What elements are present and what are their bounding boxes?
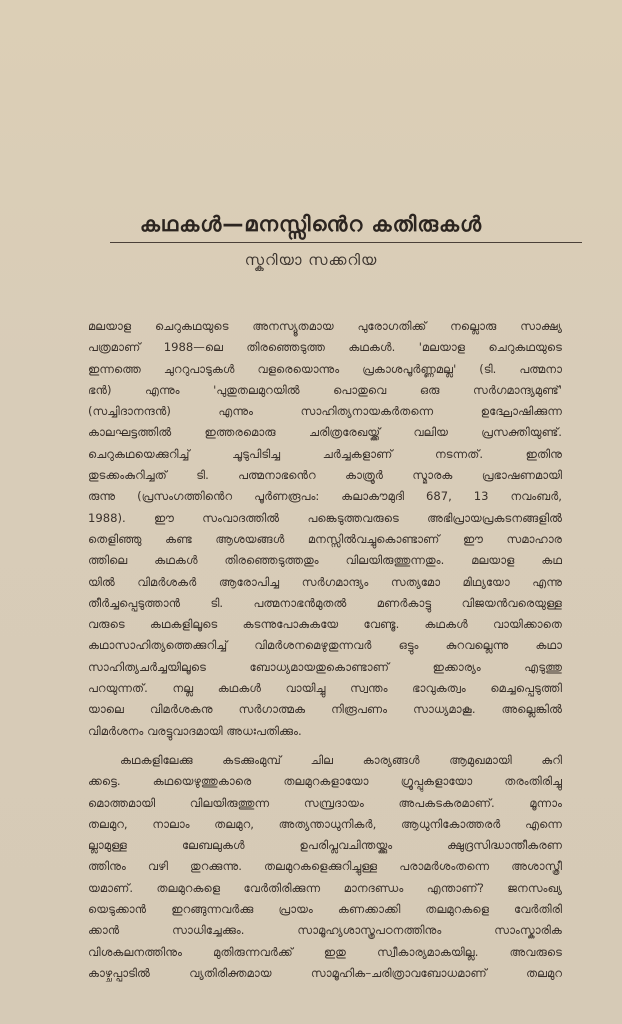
text-line: ചെറുകഥയെക്കുറിച്ച് ചൂടുപിടിച്ച ചർച്ചകളാണ് നടന്നത്. ഇതിനു: [88, 446, 562, 461]
text-line: കഥാസാഹിത്യത്തെക്കുറിച്ച് വിമർശനമെഴുതുന്നവർ ഒട്ടും കുറവല്ലെന്നു കഥാ: [88, 638, 562, 653]
text-line: കാലഘട്ടത്തിൽ ഇത്തരമൊരു ചരിത്രരേഖയ്ക്ക് വലിയ പ്രസക്തിയുണ്ട്.: [88, 425, 562, 440]
text-line: വിമർശനം വരട്ടുവാദമായി അധഃപതിക്കും.: [88, 723, 302, 738]
text-line: ല്ലാമുള്ള ലേബലുകൾ ഉപരിപ്ലവചിന്തയ്ക്കും ക്ഷുദ്രസിദ്ധാന്തീകരണ: [88, 838, 562, 853]
text-line: മലയാള ചെറുകഥയുടെ അനസ്യൂതമായ പുരോഗതിക്ക് നല്ലൊരു സാക്ഷ്യ: [88, 319, 562, 333]
text-line: 1988). ഈ സംവാദത്തിൽ പങ്കെടുത്തവരുടെ അഭിപ്രായപ്രകടനങ്ങളിൽ: [88, 510, 562, 525]
article-body: [88, 316, 562, 984]
text-line: പറയുന്നത്. നല്ല കഥകൾ വായിച്ചു സ്വന്തം ഭാവുകത്വം മെച്ചപ്പെടുത്തി: [88, 681, 562, 696]
text-line: യാലെ വിമർശകനു സർഗാത്മക നിരൂപണം സാധ്യമാകൂ. അല്ലെങ്കിൽ: [88, 702, 562, 717]
text-line: തീർച്ചപ്പെടുത്താൻ ടി. പത്മനാഭൻമുതൽ മണർകാട്ടു വിജയൻവരെയുള്ള: [88, 595, 562, 610]
text-line: തുടക്കംകുറിച്ചത് ടി. പത്മനാഭൻെറ കാത്രൂർ സ്മാരക പ്രഭാഷണമായി: [88, 468, 562, 483]
text-line: ഭൻ) എന്നും 'പുതുതലമുറയിൽ പൊതുവെ ഒരു സർഗമാന്ദ്യമുണ്ട്': [88, 382, 562, 397]
text-line: തലമുറ, നാലാം തലമുറ, അത്യന്താധുനികർ, ആധുനികോത്തരർ എന്നെ: [88, 816, 562, 831]
text-line: വരുടെ കഥകളിലൂടെ കടന്നുപോകുകയേ വേണ്ടൂ. കഥകൾ വായിക്കാതെ: [88, 617, 562, 632]
text-line: പത്രമാണ് 1988—ലെ തിരഞ്ഞെടുത്ത കഥകൾ. 'മലയാള ചെറുകഥയുടെ: [88, 340, 562, 355]
title-divider: [110, 242, 582, 243]
text-line: ത്തിലെ കഥകൾ തിരഞ്ഞെടുത്തതും വിലയിരുത്തുന്നതും. മലയാള കഥ: [88, 553, 562, 568]
text-line: യെടുക്കാൻ ഇറങ്ങുന്നവർക്കു പ്രായം കണക്കാക്കി തലമുറകളെ വേർതിരി: [88, 902, 562, 917]
text-line: തെളിഞ്ഞു കണ്ട ആശയങ്ങൾ മനസ്സിൽവച്ചുകൊണ്ടാണ് ഈ സമാഹാര: [88, 531, 562, 546]
text-line: രുന്നു (പ്രസംഗത്തിൻെറ പൂർണരൂപം: കലാകൗമുദി 687, 13 നവംബർ,: [88, 489, 562, 504]
article-author: സ്കറിയാ സക്കറിയ: [244, 251, 378, 269]
text-line: ക്കട്ടെ. കഥയെഴുത്തുകാരെ തലമുറകളായോ ഗ്രൂപ്പുകളായോ തരംതിരിച്ചു: [88, 774, 562, 789]
text-line: (സച്ചിദാനന്ദൻ) എന്നും സാഹിത്യനായകർതന്നെ ഉദ്ഘോഷിക്കുന്ന: [88, 404, 562, 419]
text-line: യിൽ വിമർശകർ ആരോപിച്ച സർഗമാന്ദ്യം സത്യമോ മിഥ്യയോ എന്നു: [88, 574, 562, 589]
article-title: കഥകൾ—മനസ്സിൻെറ കതിരുകൾ: [139, 212, 483, 236]
paragraph-1: [88, 316, 562, 742]
text-line: മൊത്തമായി വിലയിരുത്തുന്ന സമ്പ്രദായം അപകടകരമാണ്. മൂന്നാം: [88, 795, 562, 810]
text-line: കാഴ്ചപ്പാടിൽ വ്യതിരിക്തമായ സാമൂഹിക–ചരിത്രാവബോധമാണ് തലമുറ: [88, 965, 562, 980]
text-line: ഇന്നത്തെ ചുററുപാടുകൾ വളരെയൊന്നും പ്രകാശപൂർണ്ണമല്ല' (ടി. പത്മനാ: [88, 361, 562, 376]
text-line: വിശകലനത്തിനും മുതിരുന്നവർക്ക് ഇതു സ്വീകാര്യമാകയില്ല. അവരുടെ: [88, 944, 562, 959]
text-line: ത്തിനും വഴി തുറക്കുന്നു. തലമുറകളെക്കുറിച്ചുള്ള പരാമർശംതന്നെ അശാസ്ത്രീ: [88, 859, 562, 874]
paragraph-2: [88, 750, 562, 984]
text-line: സാഹിത്യചർച്ചയിലൂടെ ബോധ്യമായതുകൊണ്ടാണ് ഇക്കാര്യം എടുത്തു: [88, 659, 562, 674]
text-line: യമാണ്. തലമുറകളെ വേർതിരിക്കുന്ന മാനദണ്ഡം എന്താണ്? ജനസംഖ്യ: [88, 880, 562, 895]
text-line: ക്കാൻ സാധിച്ചേക്കും. സാമൂഹ്യശാസ്ത്രപഠനത്തിനും സാംസ്കാരിക: [88, 923, 562, 938]
text-line: കഥകളിലേക്കു കടക്കുംമുമ്പ് ചില കാര്യങ്ങൾ ആമുഖമായി കുറി: [120, 752, 562, 767]
